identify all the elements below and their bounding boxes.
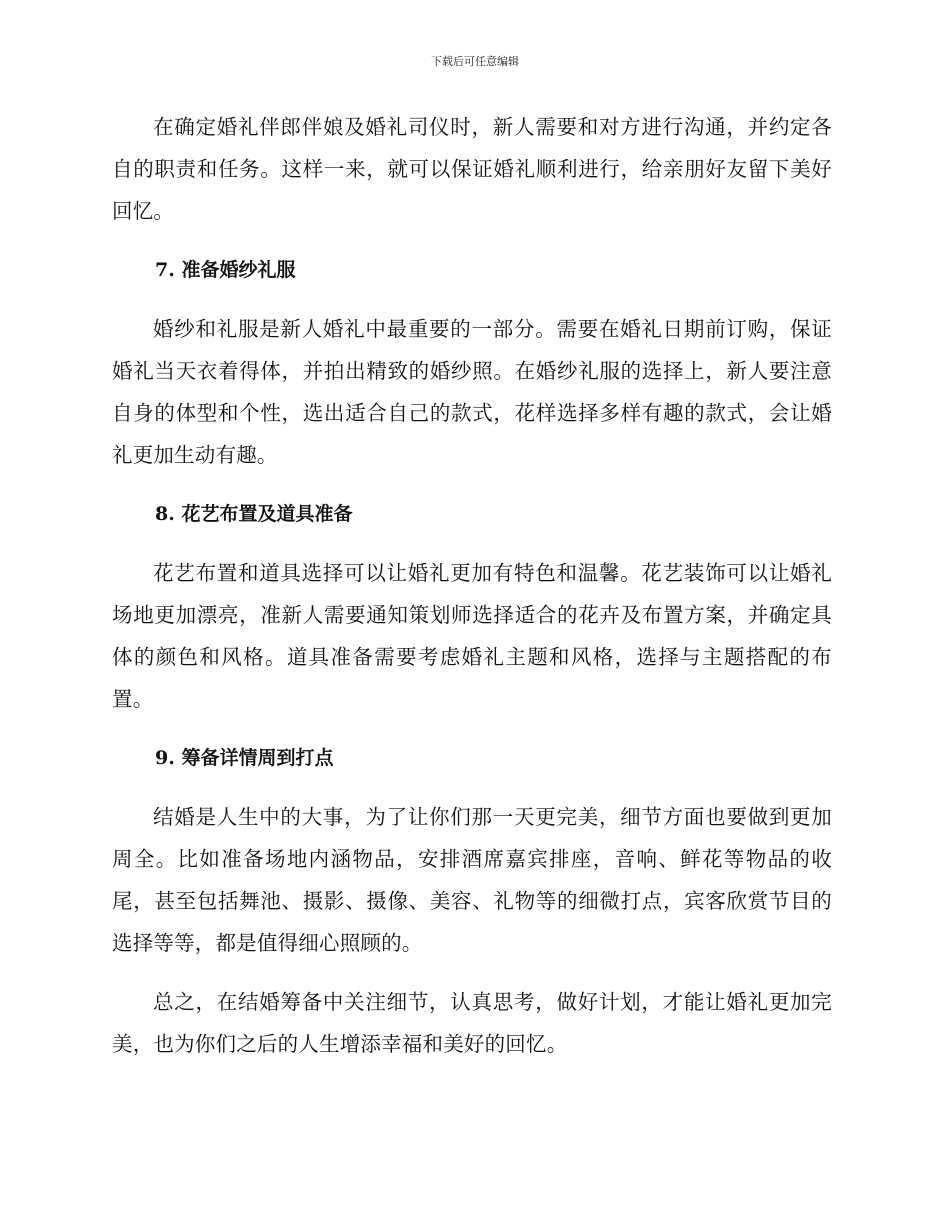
paragraph-flowers-props: 花艺布置和道具选择可以让婚礼更加有特色和温馨。花艺装饰可以让婚礼场地更加漂亮，准新人需要通知策划师选择适合的花卉及布置方案，并确定具体的颜色和风格。道具准备需要考虑婚礼主题和风格，选择与主题搭配的布置。 — [112, 561, 832, 711]
heading-wedding-dress: 7. 准备婚纱礼服 — [155, 259, 296, 281]
paragraph-preparation-details: 结婚是人生中的大事，为了让你们那一天更完美，细节方面也要做到更加周全。比如准备场地内涵物品，安排酒席嘉宾排座，音响、鲜花等物品的收尾，甚至包括舞池、摄影、摄像、美容、礼物等的细微打点，宾客欣赏节目的选择等等，都是值得细心照顾的。 — [112, 805, 832, 955]
paragraph-conclusion: 总之，在结婚筹备中关注细节，认真思考，做好计划，才能让婚礼更加完美，也为你们之后的人生增添幸福和美好的回忆。 — [112, 990, 832, 1056]
heading-preparation-details: 9. 筹备详情周到打点 — [155, 747, 334, 769]
document-body — [112, 106, 832, 1082]
paragraph-wedding-dress: 婚纱和礼服是新人婚礼中最重要的一部分。需要在婚礼日期前订购，保证婚礼当天衣着得体，并拍出精致的婚纱照。在婚纱礼服的选择上，新人要注意自身的体型和个性，选出适合自己的款式，花样选择多样有趣的款式，会让婚礼更加生动有趣。 — [112, 317, 832, 467]
paragraph-wedding-party-roles: 在确定婚礼伴郎伴娘及婚礼司仪时，新人需要和对方进行沟通，并约定各自的职责和任务。这样一来，就可以保证婚礼顺利进行，给亲朋好友留下美好回忆。 — [112, 115, 832, 223]
page-header: 下载后可任意编辑 — [431, 55, 519, 68]
heading-flowers-props: 8. 花艺布置及道具准备 — [155, 503, 353, 525]
